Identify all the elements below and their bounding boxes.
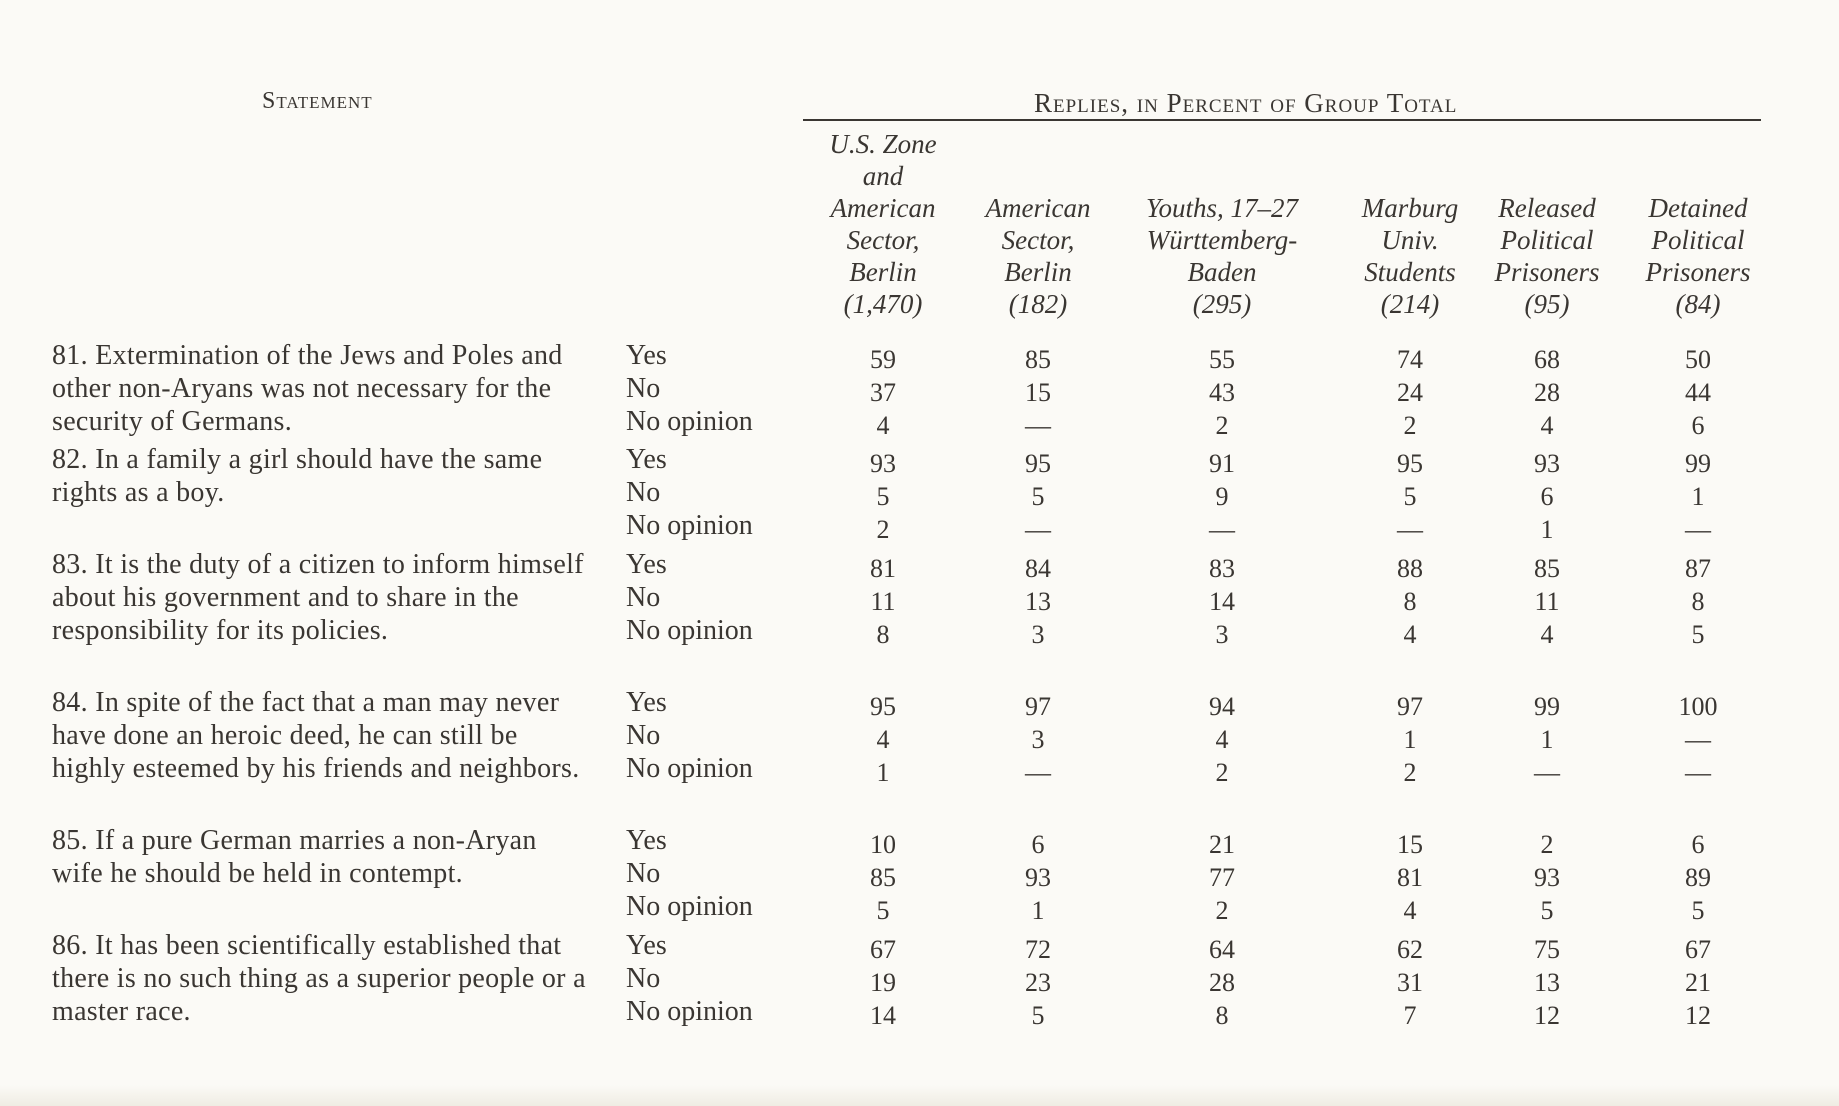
percent-cell: 11 xyxy=(870,587,896,616)
percent-cell: 94 xyxy=(1209,692,1235,721)
percent-cell: 43 xyxy=(1209,378,1235,407)
percent-cell: 4 xyxy=(1540,411,1554,440)
reply-row xyxy=(0,890,1839,923)
percent-cell: 2 xyxy=(1403,411,1417,440)
percent-cell: 89 xyxy=(1685,863,1711,892)
reply-label: No xyxy=(626,477,661,508)
reply-label: No opinion xyxy=(626,615,753,646)
percent-cell: 21 xyxy=(1209,830,1235,859)
reply-row xyxy=(0,372,1839,405)
percent-cell: 15 xyxy=(1397,830,1423,859)
percent-cell: 77 xyxy=(1209,863,1235,892)
percent-cell: 14 xyxy=(1209,587,1235,616)
percent-cell: 11 xyxy=(1534,587,1560,616)
percent-cell: 12 xyxy=(1534,1001,1560,1030)
percent-cell: 19 xyxy=(870,968,896,997)
group-header-4 xyxy=(1330,127,1490,320)
percent-cell: 13 xyxy=(1025,587,1051,616)
percent-cell: 23 xyxy=(1025,968,1051,997)
reply-row xyxy=(0,686,1839,719)
statement-text: 85. If a pure German marries a non-Aryan wife he should be held in contempt. xyxy=(52,825,537,889)
reply-row xyxy=(0,476,1839,509)
percent-cell: 8 xyxy=(1691,587,1705,616)
percent-cell: 31 xyxy=(1397,968,1423,997)
percent-cell: 1 xyxy=(876,758,890,787)
statement-text: 81. Extermination of the Jews and Poles and other non-Aryans was not necessary for the security of Germans. xyxy=(52,340,563,437)
percent-cell: — xyxy=(1685,725,1711,754)
percent-cell: 85 xyxy=(1025,345,1051,374)
percent-cell: 5 xyxy=(1031,1001,1045,1030)
reply-label: No xyxy=(626,582,661,613)
percent-cell: 93 xyxy=(1534,863,1560,892)
reply-row xyxy=(0,443,1839,476)
percent-cell: 12 xyxy=(1685,1001,1711,1030)
percent-cell: 24 xyxy=(1397,378,1423,407)
reply-row xyxy=(0,719,1839,752)
percent-cell: 97 xyxy=(1397,692,1423,721)
reply-label: No xyxy=(626,720,661,751)
percent-cell: 93 xyxy=(1025,863,1051,892)
percent-cell: 7 xyxy=(1403,1001,1417,1030)
percent-cell: 91 xyxy=(1209,449,1235,478)
percent-cell: 28 xyxy=(1209,968,1235,997)
percent-cell: 5 xyxy=(876,896,890,925)
percent-cell: 1 xyxy=(1403,725,1417,754)
reply-row xyxy=(0,962,1839,995)
percent-cell: — xyxy=(1397,515,1423,544)
group-header-3 xyxy=(1142,127,1302,320)
group-name: American Sector, Berlin xyxy=(985,193,1091,287)
percent-cell: 15 xyxy=(1025,378,1051,407)
percent-cell: 55 xyxy=(1209,345,1235,374)
percent-cell: — xyxy=(1685,515,1711,544)
percent-cell: 4 xyxy=(876,725,890,754)
reply-row xyxy=(0,614,1839,647)
percent-cell: 4 xyxy=(876,411,890,440)
group-name: Marburg Univ. Students xyxy=(1361,193,1459,287)
reply-label: No xyxy=(626,858,661,889)
group-header-5 xyxy=(1467,127,1627,320)
percent-cell: — xyxy=(1025,515,1051,544)
percent-cell: 95 xyxy=(1397,449,1423,478)
percent-cell: 62 xyxy=(1397,935,1423,964)
percent-cell: — xyxy=(1685,758,1711,787)
percent-cell: 6 xyxy=(1031,830,1045,859)
group-header-2 xyxy=(958,127,1118,320)
percent-cell: 6 xyxy=(1691,830,1705,859)
percent-cell: 3 xyxy=(1031,725,1045,754)
percent-cell: 59 xyxy=(870,345,896,374)
percent-cell: 68 xyxy=(1534,345,1560,374)
reply-label: No opinion xyxy=(626,510,753,541)
reply-row xyxy=(0,581,1839,614)
percent-cell: 81 xyxy=(870,554,896,583)
reply-label: No opinion xyxy=(626,753,753,784)
group-name: Detained Political Prisoners xyxy=(1645,193,1751,287)
group-header-1 xyxy=(803,127,963,320)
percent-cell: 4 xyxy=(1403,620,1417,649)
percent-cell: 87 xyxy=(1685,554,1711,583)
reply-row xyxy=(0,548,1839,581)
percent-cell: 85 xyxy=(1534,554,1560,583)
group-count: (182) xyxy=(1008,289,1068,319)
percent-cell: 2 xyxy=(1215,411,1229,440)
percent-cell: 3 xyxy=(1031,620,1045,649)
percent-cell: 8 xyxy=(1403,587,1417,616)
percent-cell: 2 xyxy=(1540,830,1554,859)
percent-cell: 64 xyxy=(1209,935,1235,964)
group-count: (84) xyxy=(1675,289,1721,319)
group-name: U.S. Zone and American Sector, Berlin xyxy=(829,129,937,287)
percent-cell: 5 xyxy=(1403,482,1417,511)
percent-cell: — xyxy=(1025,758,1051,787)
percent-cell: 74 xyxy=(1397,345,1423,374)
percent-cell: 10 xyxy=(870,830,896,859)
percent-cell: 67 xyxy=(870,935,896,964)
percent-cell: 72 xyxy=(1025,935,1051,964)
reply-row xyxy=(0,509,1839,542)
percent-cell: 95 xyxy=(1025,449,1051,478)
reply-label: No xyxy=(626,373,661,404)
percent-cell: 95 xyxy=(870,692,896,721)
percent-cell: 81 xyxy=(1397,863,1423,892)
percent-cell: 2 xyxy=(1215,896,1229,925)
percent-cell: 75 xyxy=(1534,935,1560,964)
statement-text: 83. It is the duty of a citizen to inform himself about his government and to share in the responsibility for its policies. xyxy=(52,549,584,646)
statement-column-header: Statement xyxy=(262,88,373,114)
page-edge-shade xyxy=(0,1085,1839,1106)
reply-label: Yes xyxy=(626,825,667,856)
percent-cell: 1 xyxy=(1691,482,1705,511)
percent-cell: 1 xyxy=(1540,515,1554,544)
percent-cell: 93 xyxy=(1534,449,1560,478)
percent-cell: 93 xyxy=(870,449,896,478)
percent-cell: 83 xyxy=(1209,554,1235,583)
reply-label: Yes xyxy=(626,687,667,718)
percent-cell: 100 xyxy=(1678,692,1718,721)
reply-row xyxy=(0,824,1839,857)
percent-cell: 99 xyxy=(1534,692,1560,721)
percent-cell: 37 xyxy=(870,378,896,407)
percent-cell: 8 xyxy=(876,620,890,649)
statement-text: 84. In spite of the fact that a man may never have done an heroic deed, he can still be highly esteemed by his friends and neighbors. xyxy=(52,687,580,784)
percent-cell: 5 xyxy=(876,482,890,511)
percent-cell: 13 xyxy=(1534,968,1560,997)
reply-row xyxy=(0,405,1839,438)
percent-cell: 4 xyxy=(1540,620,1554,649)
group-count: (295) xyxy=(1192,289,1252,319)
percent-cell: 1 xyxy=(1540,725,1554,754)
percent-cell: 88 xyxy=(1397,554,1423,583)
percent-cell: 50 xyxy=(1685,345,1711,374)
percent-cell: 9 xyxy=(1215,482,1229,511)
percent-cell: 5 xyxy=(1540,896,1554,925)
percent-cell: 8 xyxy=(1215,1001,1229,1030)
percent-cell: 67 xyxy=(1685,935,1711,964)
group-header-6 xyxy=(1618,127,1778,320)
reply-label: Yes xyxy=(626,930,667,961)
group-count: (1,470) xyxy=(843,289,923,319)
percent-cell: 6 xyxy=(1540,482,1554,511)
percent-cell: 1 xyxy=(1031,896,1045,925)
percent-cell: 5 xyxy=(1031,482,1045,511)
group-name: Released Political Prisoners xyxy=(1494,193,1600,287)
percent-cell: 2 xyxy=(876,515,890,544)
percent-cell: 6 xyxy=(1691,411,1705,440)
percent-cell: 44 xyxy=(1685,378,1711,407)
replies-column-header: Replies, in Percent of Group Total xyxy=(1034,88,1458,118)
percent-cell: 85 xyxy=(870,863,896,892)
group-count: (214) xyxy=(1380,289,1440,319)
percent-cell: 84 xyxy=(1025,554,1051,583)
percent-cell: 28 xyxy=(1534,378,1560,407)
group-name: Youths, 17–27 Württemberg- Baden xyxy=(1145,193,1299,287)
percent-cell: 4 xyxy=(1403,896,1417,925)
percent-cell: 3 xyxy=(1215,620,1229,649)
statement-text: 82. In a family a girl should have the same rights as a boy. xyxy=(52,444,543,508)
reply-label: Yes xyxy=(626,444,667,475)
reply-label: Yes xyxy=(626,340,667,371)
group-count: (95) xyxy=(1524,289,1570,319)
percent-cell: — xyxy=(1025,411,1051,440)
percent-cell: 5 xyxy=(1691,896,1705,925)
percent-cell: 97 xyxy=(1025,692,1051,721)
percent-cell: 21 xyxy=(1685,968,1711,997)
reply-label: No opinion xyxy=(626,996,753,1027)
percent-cell: 5 xyxy=(1691,620,1705,649)
percent-cell: 99 xyxy=(1685,449,1711,478)
reply-label: No opinion xyxy=(626,406,753,437)
percent-cell: 14 xyxy=(870,1001,896,1030)
reply-label: Yes xyxy=(626,549,667,580)
reply-row xyxy=(0,857,1839,890)
percent-cell: 2 xyxy=(1403,758,1417,787)
statement-text: 86. It has been scientifically established that there is no such thing as a superior people or a master race. xyxy=(52,930,586,1027)
percent-cell: — xyxy=(1209,515,1235,544)
header-rule xyxy=(803,119,1761,121)
percent-cell: 2 xyxy=(1215,758,1229,787)
reply-row xyxy=(0,752,1839,785)
reply-label: No opinion xyxy=(626,891,753,922)
reply-label: No xyxy=(626,963,661,994)
reply-row xyxy=(0,995,1839,1028)
percent-cell: 4 xyxy=(1215,725,1229,754)
reply-row xyxy=(0,339,1839,372)
reply-row xyxy=(0,929,1839,962)
percent-cell: — xyxy=(1534,758,1560,787)
